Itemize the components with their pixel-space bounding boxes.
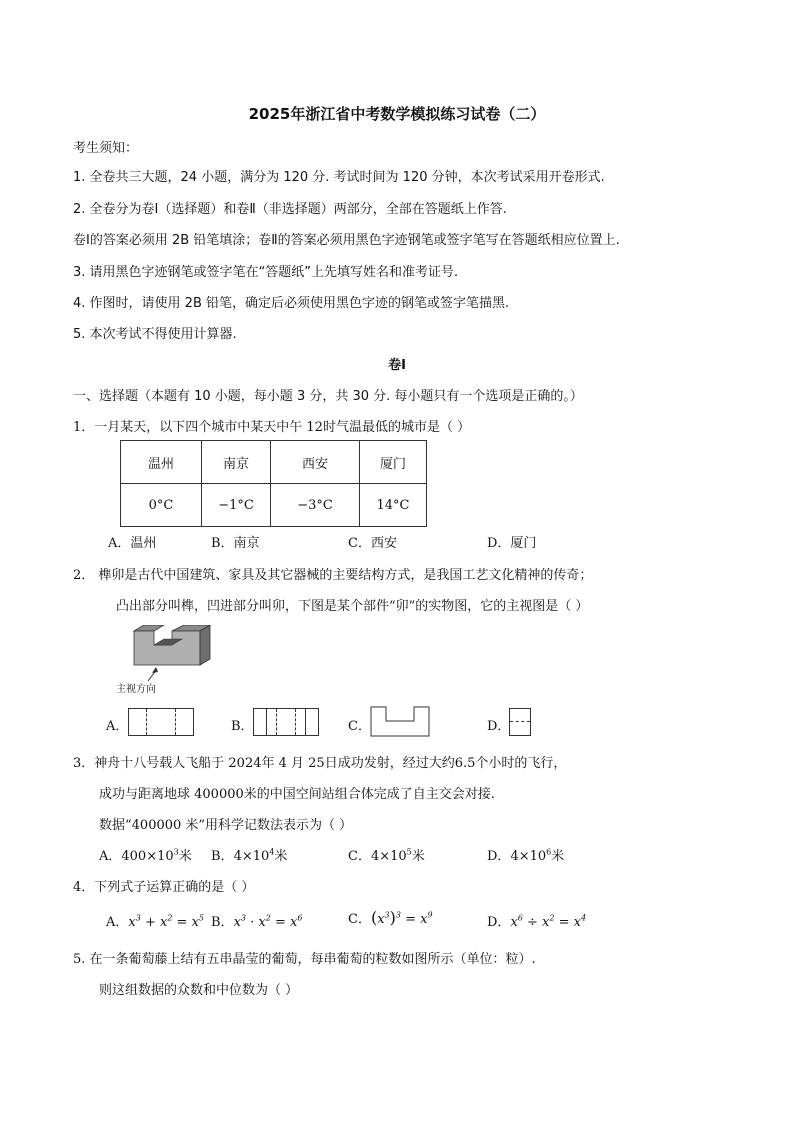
volume-label: 卷Ⅰ — [388, 358, 406, 373]
option-c[interactable] — [348, 845, 425, 864]
notice-line: 卷Ⅰ的答案必须用 2B 铅笔填涂；卷Ⅱ的答案必须用黑色字迹钢笔或签字笔写在答题纸相应位置上. — [73, 233, 620, 248]
q3-stem: 3．神舟十八号载人飞船于 2024年 4 月 25日成功发射，经过大约6.5个小时的飞行， — [73, 756, 567, 771]
option-c-figure[interactable] — [370, 705, 430, 737]
table-cell: 14°C — [360, 484, 427, 527]
option-unit: 米 — [178, 849, 192, 864]
q5-stem: 则这组数据的众数和中位数为（ ） — [99, 983, 299, 998]
notice-line: 1. 全卷共三大题，24 小题，满分为 120 分. 考试时间为 120 分钟，本次考试采用开卷形式. — [73, 170, 605, 185]
option-d-figure[interactable] — [509, 708, 531, 736]
option-d[interactable] — [487, 911, 586, 930]
option-b-figure[interactable] — [253, 708, 319, 736]
hidden-line — [276, 709, 277, 735]
edge-line — [266, 709, 267, 735]
table-row — [121, 484, 427, 527]
hidden-line — [510, 721, 530, 722]
table-cell: −3°C — [271, 484, 360, 527]
table-cell: 温州 — [121, 441, 202, 484]
option-b[interactable]: B．南京 — [211, 536, 260, 551]
q5-stem: 5. 在一条葡萄藤上结有五串晶莹的葡萄，每串葡萄的粒数如图所示（单位：粒）. — [73, 952, 536, 967]
hidden-line — [175, 709, 176, 735]
option-unit: 米 — [551, 849, 565, 864]
option-letter: A． — [99, 849, 122, 864]
option-letter: C． — [348, 912, 371, 927]
table-cell: −1°C — [202, 484, 271, 527]
temperature-table — [120, 440, 427, 527]
math-expression: $x^3 + x^2 = x^5$ — [128, 913, 205, 930]
option-exponent: 4 — [269, 847, 275, 857]
page-title: 2025年浙江省中考数学模拟练习试卷（二） — [248, 105, 546, 123]
option-letter: B． — [211, 915, 234, 930]
option-unit: 米 — [411, 849, 425, 864]
option-base: 4×10 — [370, 849, 407, 864]
option-d[interactable]: D． — [487, 719, 511, 734]
math-expression: $x^3 \cdot x^2 = x^6$ — [233, 913, 303, 930]
option-base: 400×10 — [121, 849, 174, 864]
option-c[interactable]: C．西安 — [348, 536, 397, 551]
option-exponent: 6 — [546, 847, 552, 857]
option-exponent: 3 — [173, 847, 179, 857]
hidden-line — [295, 709, 296, 735]
math-expression: $(x^3)^3 = x^9$ — [370, 908, 433, 927]
table-cell: 0°C — [121, 484, 202, 527]
option-a[interactable] — [99, 845, 192, 864]
option-d[interactable]: D．厦门 — [487, 536, 537, 551]
q2-stem: 2． 榫卯是古代中国建筑、家具及其它器械的主要结构方式，是我国工艺文化精神的传奇； — [73, 568, 593, 583]
option-exponent: 5 — [406, 847, 412, 857]
option-b[interactable] — [211, 845, 287, 864]
notice-line: 4. 作图时，请使用 2B 铅笔，确定后必须使用黑色字迹的钢笔或签字笔描黑. — [73, 296, 510, 311]
q3-stem: 数据“400000 米”用科学记数法表示为（ ） — [99, 818, 353, 833]
option-d[interactable] — [487, 845, 564, 864]
notice-line: 2. 全卷分为卷Ⅰ（选择题）和卷Ⅱ（非选择题）两部分，全部在答题纸上作答. — [73, 202, 507, 217]
figure-caption: 主视方向 — [116, 684, 156, 695]
option-letter: D． — [487, 849, 511, 864]
option-letter: A． — [106, 915, 129, 930]
option-a[interactable] — [106, 911, 204, 930]
option-letter: B． — [211, 849, 234, 864]
option-b[interactable]: B． — [231, 719, 254, 734]
table-cell: 南京 — [202, 441, 271, 484]
notice-line: 3. 请用黑色字迹钢笔或签字笔在“答题纸”上先填写姓名和准考证号. — [73, 265, 459, 280]
option-a[interactable]: A．温州 — [108, 536, 157, 551]
option-c[interactable] — [348, 908, 433, 927]
option-unit: 米 — [274, 849, 288, 864]
option-b[interactable] — [211, 911, 302, 930]
option-a[interactable]: A． — [106, 719, 129, 734]
q4-stem: 4．下列式子运算正确的是（ ） — [73, 880, 255, 895]
edge-line — [305, 709, 306, 735]
q3-stem: 成功与距离地球 400000米的中国空间站组合体完成了自主交会对接. — [99, 787, 495, 802]
table-cell: 西安 — [271, 441, 360, 484]
table-row — [121, 441, 427, 484]
notice-heading: 考生须知： — [73, 141, 139, 156]
q2-stem: 凸出部分叫榫，凹进部分叫卯，下图是某个部件“卯”的实物图，它的主视图是（ ） — [116, 599, 589, 614]
table-cell: 厦门 — [360, 441, 427, 484]
section-heading: 一、选择题（本题有 10 小题，每小题 3 分，共 30 分. 每小题只有一个选项是正确的。） — [73, 389, 583, 404]
hidden-line — [146, 709, 147, 735]
option-letter: C． — [348, 849, 371, 864]
q1-stem: 1．一月某天，以下四个城市中某天中午 12时气温最低的城市是（ ） — [73, 420, 471, 435]
option-letter: D． — [487, 915, 511, 930]
option-base: 4×10 — [233, 849, 270, 864]
option-a-figure[interactable] — [128, 708, 194, 736]
math-expression: $x^6 \div x^2 = x^4$ — [510, 913, 587, 930]
option-base: 4×10 — [510, 849, 547, 864]
notice-line: 5. 本次考试不得使用计算器. — [73, 327, 237, 342]
option-c[interactable]: C． — [348, 719, 371, 734]
